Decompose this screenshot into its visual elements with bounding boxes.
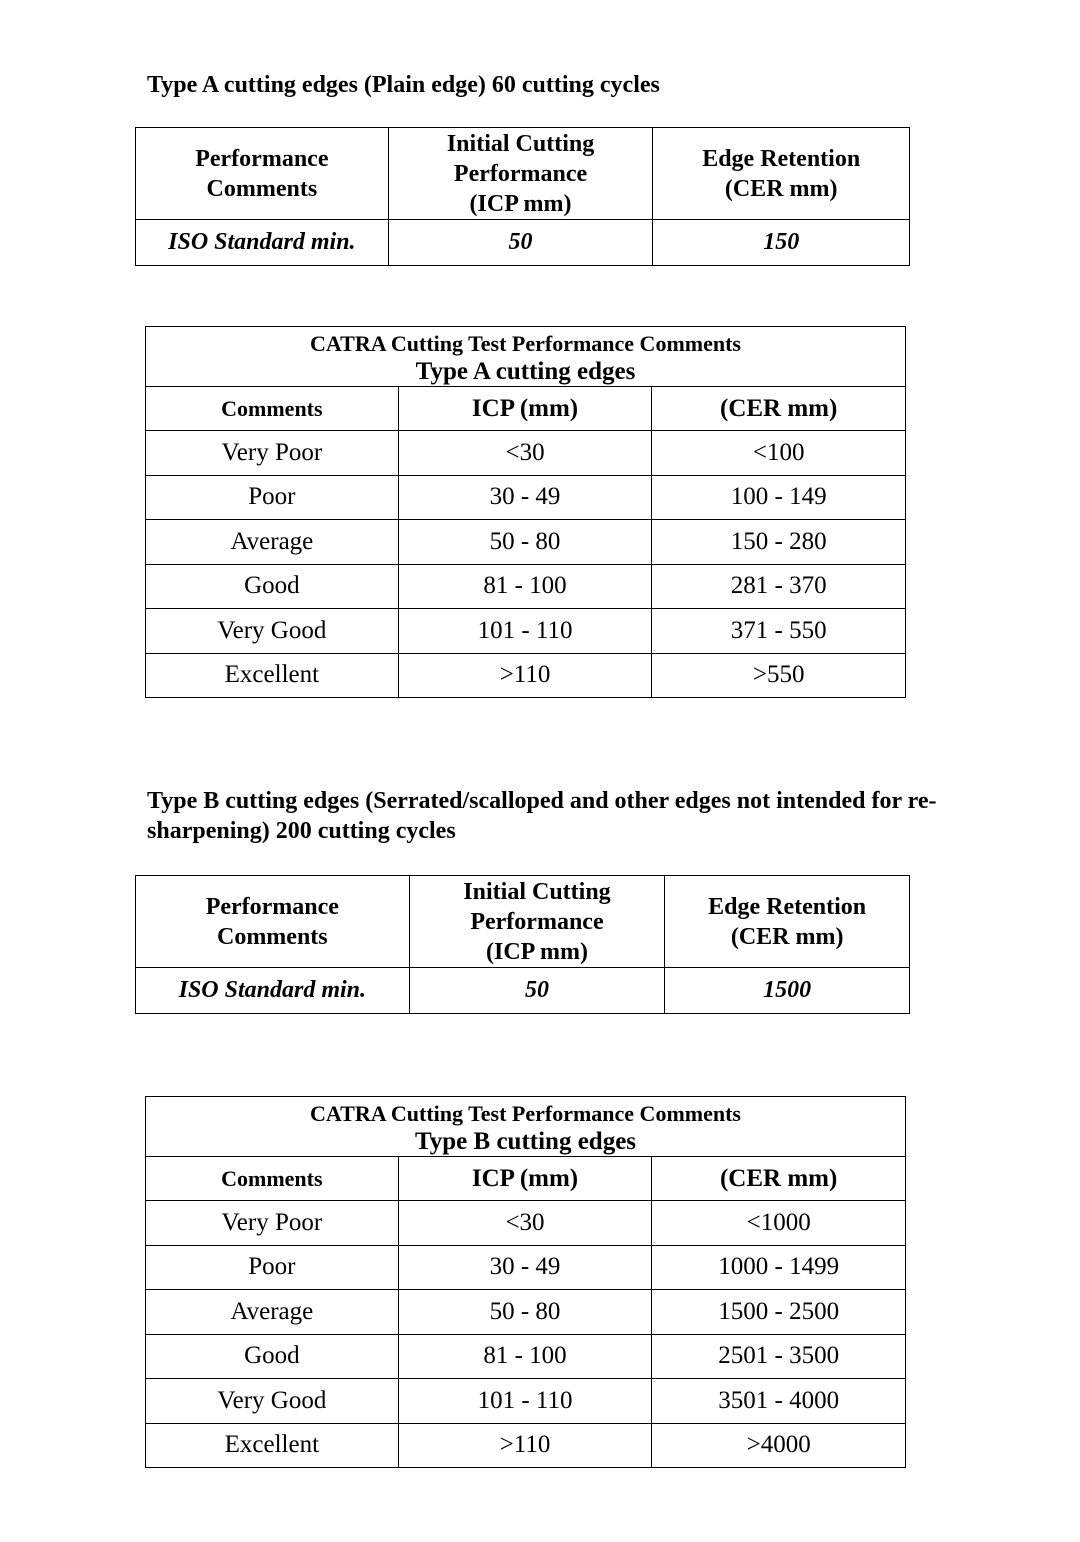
iso-standard-icp: 50 — [388, 220, 653, 266]
iso-standard-label: ISO Standard min. — [136, 968, 410, 1014]
iso-standard-row — [136, 220, 910, 266]
iso-table-type-a — [135, 127, 910, 266]
cell-cer: 150 - 280 — [652, 520, 906, 565]
table-row — [146, 431, 906, 476]
section-b-heading: Type B cutting edges (Serrated/scalloped and other edges not intended for re-sharpening) 200 cutting cycles — [147, 788, 937, 844]
cell-comment: Excellent — [146, 1423, 399, 1468]
catra-title-line1: CATRA Cutting Test Performance Comments — [310, 330, 741, 356]
table-row — [146, 1245, 906, 1290]
catra-table-type-a — [145, 326, 906, 698]
iso-standard-row — [136, 968, 910, 1014]
iso-standard-label: ISO Standard min. — [136, 220, 389, 266]
iso-header-text: Edge Retention (CER mm) — [708, 893, 867, 950]
iso-header-icp — [409, 876, 665, 968]
cell-cer: <100 — [652, 431, 906, 476]
cell-comment: Average — [146, 520, 399, 565]
cell-cer: 1500 - 2500 — [652, 1290, 906, 1335]
iso-standard-cer: 150 — [653, 220, 910, 266]
catra-column-header-row — [146, 1157, 906, 1201]
iso-header-row — [136, 128, 910, 220]
cell-icp: 101 - 110 — [398, 1379, 652, 1424]
catra-table-type-b — [145, 1096, 906, 1468]
catra-title — [146, 327, 906, 387]
catra-title-line1: CATRA Cutting Test Performance Comments — [310, 1100, 741, 1126]
table-row — [146, 564, 906, 609]
catra-title-line2: Type B cutting edges — [414, 1127, 637, 1155]
iso-header-text: Edge Retention (CER mm) — [702, 145, 861, 202]
cell-icp: 30 - 49 — [398, 475, 652, 520]
cell-cer: 100 - 149 — [652, 475, 906, 520]
cell-icp: >110 — [398, 653, 652, 698]
cell-icp: >110 — [398, 1423, 652, 1468]
table-row — [146, 1201, 906, 1246]
cell-icp: 30 - 49 — [398, 1245, 652, 1290]
table-row — [146, 1423, 906, 1468]
catra-title-row — [146, 1097, 906, 1157]
catra-col-comments: Comments — [146, 387, 399, 431]
cell-cer: 281 - 370 — [652, 564, 906, 609]
cell-comment: Good — [146, 564, 399, 609]
table-row — [146, 1334, 906, 1379]
iso-header-performance-comments — [136, 128, 389, 220]
cell-icp: <30 — [398, 431, 652, 476]
cell-comment: Very Poor — [146, 1201, 399, 1246]
cell-comment: Excellent — [146, 653, 399, 698]
table-row — [146, 520, 906, 565]
iso-standard-cer: 1500 — [665, 968, 910, 1014]
iso-header-cer — [665, 876, 910, 968]
cell-cer: 2501 - 3500 — [652, 1334, 906, 1379]
iso-standard-icp: 50 — [409, 968, 665, 1014]
catra-col-cer: (CER mm) — [652, 1157, 906, 1201]
table-row — [146, 475, 906, 520]
cell-cer: 371 - 550 — [652, 609, 906, 654]
table-row — [146, 1379, 906, 1424]
iso-header-text: Performance Comments — [205, 893, 339, 950]
iso-header-text: Initial Cutting Performance (ICP mm) — [463, 878, 611, 965]
iso-header-performance-comments — [136, 876, 410, 968]
cell-comment: Poor — [146, 1245, 399, 1290]
catra-col-cer: (CER mm) — [652, 387, 906, 431]
iso-header-text: Performance Comments — [195, 145, 329, 202]
cell-comment: Very Poor — [146, 431, 399, 476]
cell-cer: <1000 — [652, 1201, 906, 1246]
cell-icp: 81 - 100 — [398, 564, 652, 609]
cell-icp: 81 - 100 — [398, 1334, 652, 1379]
iso-header-icp — [388, 128, 653, 220]
cell-icp: 50 - 80 — [398, 520, 652, 565]
cell-cer: >550 — [652, 653, 906, 698]
catra-title-row — [146, 327, 906, 387]
cell-icp: 50 - 80 — [398, 1290, 652, 1335]
cell-comment: Very Good — [146, 1379, 399, 1424]
catra-title-line2: Type A cutting edges — [415, 357, 636, 385]
section-a-heading: Type A cutting edges (Plain edge) 60 cutting cycles — [147, 72, 660, 98]
cell-comment: Good — [146, 1334, 399, 1379]
iso-header-cer — [653, 128, 910, 220]
iso-header-row — [136, 876, 910, 968]
cell-comment: Poor — [146, 475, 399, 520]
table-row — [146, 1290, 906, 1335]
iso-table-type-b — [135, 875, 910, 1014]
cell-icp: <30 — [398, 1201, 652, 1246]
cell-comment: Average — [146, 1290, 399, 1335]
cell-cer: >4000 — [652, 1423, 906, 1468]
catra-col-comments: Comments — [146, 1157, 399, 1201]
cell-cer: 3501 - 4000 — [652, 1379, 906, 1424]
catra-col-icp: ICP (mm) — [398, 387, 652, 431]
catra-title — [146, 1097, 906, 1157]
catra-col-icp: ICP (mm) — [398, 1157, 652, 1201]
table-row — [146, 609, 906, 654]
cell-cer: 1000 - 1499 — [652, 1245, 906, 1290]
catra-column-header-row — [146, 387, 906, 431]
cell-comment: Very Good — [146, 609, 399, 654]
table-row — [146, 653, 906, 698]
cell-icp: 101 - 110 — [398, 609, 652, 654]
iso-header-text: Initial Cutting Performance (ICP mm) — [446, 130, 595, 217]
